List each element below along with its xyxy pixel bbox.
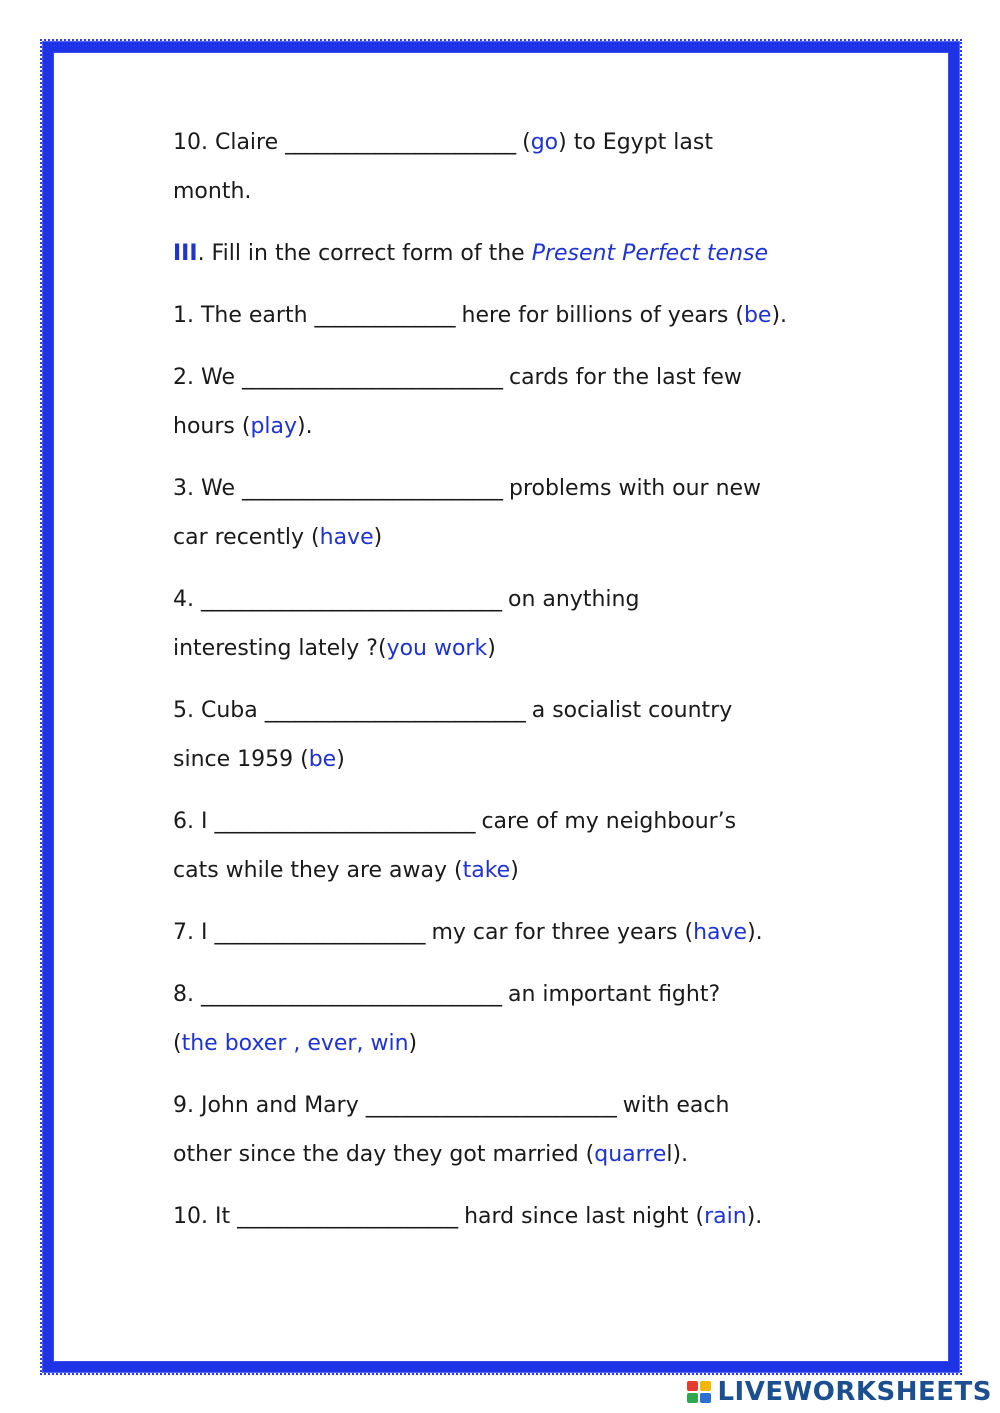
question-text: ) xyxy=(408,1031,418,1056)
question-text: since 1959 ( xyxy=(173,747,309,772)
question-2-2 xyxy=(173,353,873,451)
question-text: problems with our new xyxy=(501,476,762,501)
question-text: other since the day they got married ( xyxy=(173,1142,595,1167)
answer-blank[interactable]: ______________________________ xyxy=(200,982,501,1007)
question-text: 7. I xyxy=(173,920,215,945)
question-text: 5. Cuba xyxy=(173,698,265,723)
question-text: hours ( xyxy=(173,414,251,439)
question-text: 3. We xyxy=(173,476,242,501)
question-text: interesting lately ?( xyxy=(173,636,387,661)
question-text: 10. It xyxy=(173,1204,238,1229)
answer-blank[interactable]: __________________________ xyxy=(241,476,502,501)
verb-hint: play xyxy=(250,414,298,439)
answer-blank[interactable]: ______________________ xyxy=(237,1204,458,1229)
question-2-8 xyxy=(173,970,873,1068)
verb-hint: be xyxy=(743,303,772,328)
verb-hint: go xyxy=(530,130,559,155)
question-text: here for billions of years ( xyxy=(454,303,744,328)
question-text: ) xyxy=(487,636,496,661)
verb-hint: have xyxy=(319,525,374,550)
question-text: ) to Egypt last xyxy=(558,130,713,155)
section-heading xyxy=(173,229,873,278)
question-text: l). xyxy=(666,1142,689,1167)
logo-text: LIVEWORKSHEETS xyxy=(717,1377,992,1407)
answer-blank[interactable]: __________________________ xyxy=(264,698,525,723)
question-text: my car for three years ( xyxy=(424,920,694,945)
question-text: care of my neighbour’s xyxy=(474,809,737,834)
worksheet-content xyxy=(173,118,873,1254)
question-text: ). xyxy=(746,1204,763,1229)
answer-blank[interactable]: __________________________ xyxy=(214,809,475,834)
question-2-3 xyxy=(173,464,873,562)
question-text: cards for the last few xyxy=(501,365,742,390)
verb-hint: be xyxy=(308,747,337,772)
question-text: ) xyxy=(510,858,519,883)
logo-icon xyxy=(687,1381,713,1403)
question-text: an important fight? xyxy=(500,982,721,1007)
question-text: on anything xyxy=(500,587,640,612)
verb-hint: quarre xyxy=(594,1142,667,1167)
question-text: month. xyxy=(173,179,252,204)
question-text: 9. John and Mary xyxy=(173,1093,366,1118)
question-2-4 xyxy=(173,575,873,673)
question-text: ) xyxy=(336,747,345,772)
question-2-5 xyxy=(173,686,873,784)
verb-hint: rain xyxy=(704,1204,747,1229)
question-text: 8. xyxy=(173,982,201,1007)
liveworksheets-logo[interactable] xyxy=(687,1377,992,1407)
verb-hint: take xyxy=(462,858,511,883)
question-text: 4. xyxy=(173,587,201,612)
verb-hint: the boxer , ever, win xyxy=(181,1031,409,1056)
question-text: 2. We xyxy=(173,365,242,390)
verb-hint: have xyxy=(693,920,748,945)
question-text: cats while they are away ( xyxy=(173,858,463,883)
question-text: a socialist country xyxy=(524,698,733,723)
question-text: hard since last night ( xyxy=(457,1204,705,1229)
logo-square-blue xyxy=(700,1393,711,1403)
question-1-10-past xyxy=(173,118,873,216)
tense-name: Present Perfect tense xyxy=(531,241,769,266)
logo-square-yellow xyxy=(700,1381,711,1391)
section-instruction: . Fill in the correct form of the xyxy=(197,241,532,266)
question-text: ). xyxy=(747,920,763,945)
question-2-7 xyxy=(173,908,873,957)
verb-hint: you work xyxy=(386,636,488,661)
question-text: ( xyxy=(515,130,531,155)
question-text: ) xyxy=(373,525,383,550)
answer-blank[interactable]: _____________________ xyxy=(214,920,425,945)
answer-blank[interactable]: _______________________ xyxy=(285,130,516,155)
logo-square-green xyxy=(687,1393,698,1403)
question-2-9 xyxy=(173,1081,873,1179)
question-2-10 xyxy=(173,1192,873,1241)
question-text: 6. I xyxy=(173,809,215,834)
answer-blank[interactable]: __________________________ xyxy=(241,365,502,390)
question-text: 10. Claire xyxy=(173,130,286,155)
question-2-6 xyxy=(173,797,873,895)
question-text: with each xyxy=(615,1093,730,1118)
answer-blank[interactable]: _________________________ xyxy=(365,1093,616,1118)
question-text: 1. The earth xyxy=(173,303,315,328)
section-number: III xyxy=(173,241,198,266)
question-2-1 xyxy=(173,291,873,340)
question-text: ( xyxy=(173,1031,182,1056)
answer-blank[interactable]: ______________________________ xyxy=(200,587,501,612)
question-text: car recently ( xyxy=(173,525,320,550)
question-text: ). xyxy=(771,303,788,328)
question-text: ). xyxy=(297,414,313,439)
logo-square-red xyxy=(687,1381,698,1391)
answer-blank[interactable]: ______________ xyxy=(314,303,455,328)
